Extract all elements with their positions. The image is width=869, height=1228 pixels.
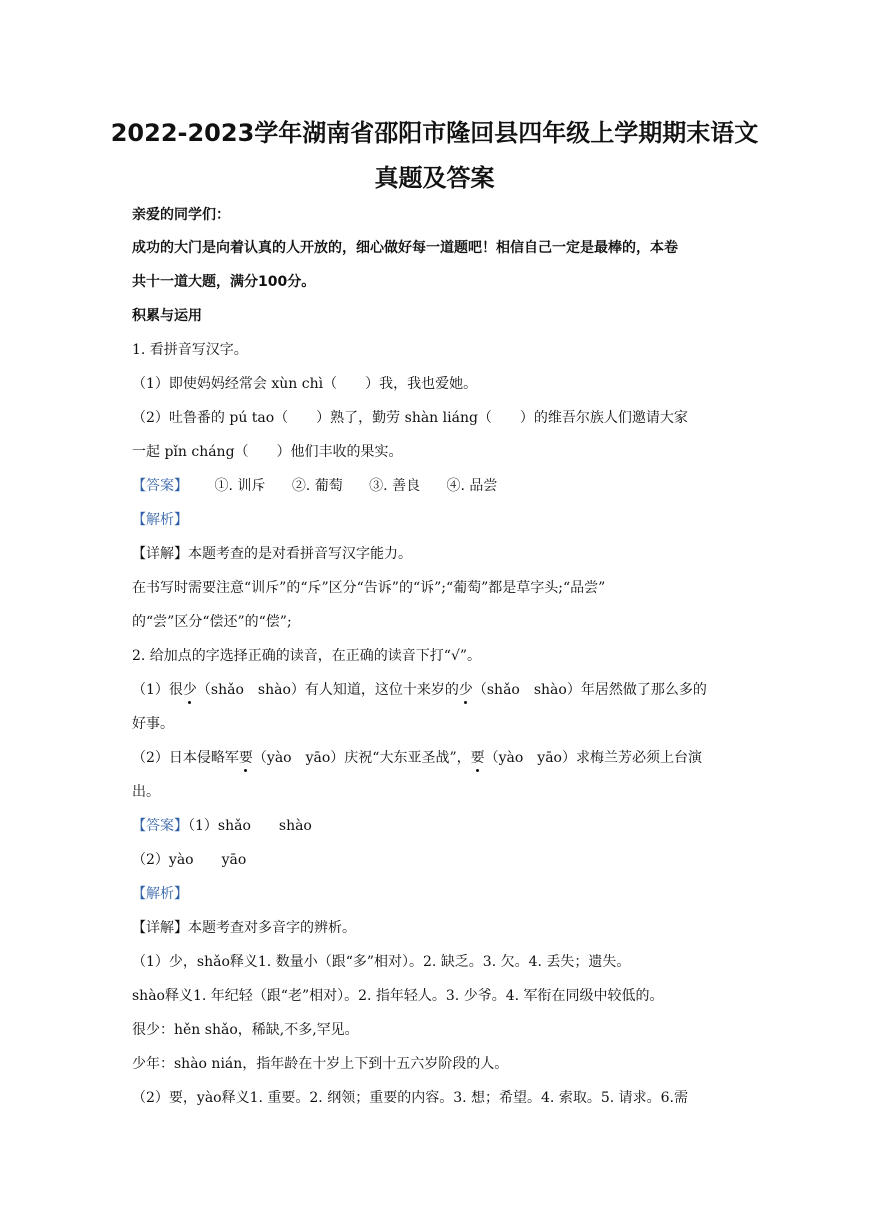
q1-analysis-label: 【解析】 [132, 512, 188, 528]
q2-text: （1）很 [132, 682, 183, 698]
answer-item: ②. 葡萄 [291, 478, 343, 494]
q1-line1: （1）即使妈妈经常会 xùn chì（ ）我，我也爱她。 [132, 376, 478, 392]
answer-item: ①. 训斥 [214, 478, 266, 494]
doc-title-line2: 真题及答案 [374, 164, 495, 192]
doc-title-line1: 2022-2023学年湖南省邵阳市隆回县四年级上学期期末语文 [110, 119, 759, 147]
q2-explain-line2: shào释义1. 年纪轻（跟“老”相对）。2. 指年轻人。3. 少爷。4. 军衔在同级中较低的。 [132, 988, 664, 1004]
q2-text: （shǎo shào）有人知道，这位十来岁的 [196, 682, 459, 698]
section-heading: 积累与运用 [132, 308, 202, 324]
q1-explain-line2: 的“尝”区分“偿还”的“偿”; [132, 614, 292, 630]
answer-label: 【答案】 [132, 478, 188, 494]
q1-line3: 一起 pǐn cháng（ ）他们丰收的果实。 [132, 444, 403, 460]
detail-text: 本题考查的是对看拼音写汉字能力。 [188, 546, 412, 562]
dotted-char: 少 [458, 682, 473, 698]
q2-detail [132, 918, 742, 938]
intro-line2: 共十一道大题，满分100分。 [132, 274, 316, 290]
answer-text: （1）shǎo shào [188, 818, 312, 834]
q1-explain-line1: 在书写时需要注意“训斥”的“斥”区分“告诉”的“诉”;“葡萄”都是草字头;“品尝” [132, 580, 606, 596]
dotted-char: 少 [182, 682, 197, 698]
q2-text: （yào yāo）求梅兰芳必须上台演 [484, 750, 702, 766]
dotted-char: 要 [238, 750, 253, 766]
answer-label: 【答案】 [132, 818, 188, 834]
q2-line4: 出。 [132, 784, 160, 800]
q2-analysis-label: 【解析】 [132, 886, 188, 902]
q2-answer-line2: （2）yào yāo [132, 852, 247, 868]
detail-text: 本题考查对多音字的辨析。 [188, 920, 356, 936]
q2-explain-line5: （2）要，yào释义1. 重要。2. 纲领；重要的内容。3. 想；希望。4. 索取。5. 请求。6.需 [132, 1090, 688, 1106]
answer-item: ③. 善良 [369, 478, 421, 494]
q2-line2: 好事。 [132, 716, 174, 732]
dotted-char: 要 [470, 750, 485, 766]
q2-explain-line4: 少年：shào nián，指年龄在十岁上下到十五六岁阶段的人。 [132, 1056, 509, 1072]
q2-answer [132, 816, 742, 836]
q1-detail [132, 544, 742, 564]
q2-text: （yào yāo）庆祝“大东亚圣战”， [252, 750, 471, 766]
q1-answer [132, 476, 742, 496]
answer-item: ④. 品尝 [446, 478, 498, 494]
q2-text: （shǎo shào）年居然做了那么多的 [472, 682, 707, 698]
intro-line1: 成功的大门是向着认真的人开放的，细心做好每一道题吧！相信自己一定是最棒的，本卷 [132, 240, 678, 256]
q1-line2: （2）吐鲁番的 pú tao（ ）熟了，勤劳 shàn liáng（ ）的维吾尔族人们邀请大家 [132, 410, 688, 426]
detail-label: 【详解】 [132, 920, 188, 936]
detail-label: 【详解】 [132, 546, 188, 562]
q2-line3 [132, 748, 742, 768]
greeting: 亲爱的同学们： [132, 207, 230, 223]
q1-stem: 1. 看拼音写汉字。 [132, 342, 248, 358]
q2-stem: 2. 给加点的字选择正确的读音，在正确的读音下打“√”。 [132, 648, 482, 664]
q2-explain-line3: 很少：hěn shǎo，稀缺,不多,罕见。 [132, 1022, 359, 1038]
q2-explain-line1: （1）少，shǎo释义1. 数量小（跟“多”相对）。2. 缺乏。3. 欠。4. 丢失；遗失。 [132, 954, 631, 970]
q2-line1 [132, 680, 742, 700]
q2-text: （2）日本侵略军 [132, 750, 239, 766]
